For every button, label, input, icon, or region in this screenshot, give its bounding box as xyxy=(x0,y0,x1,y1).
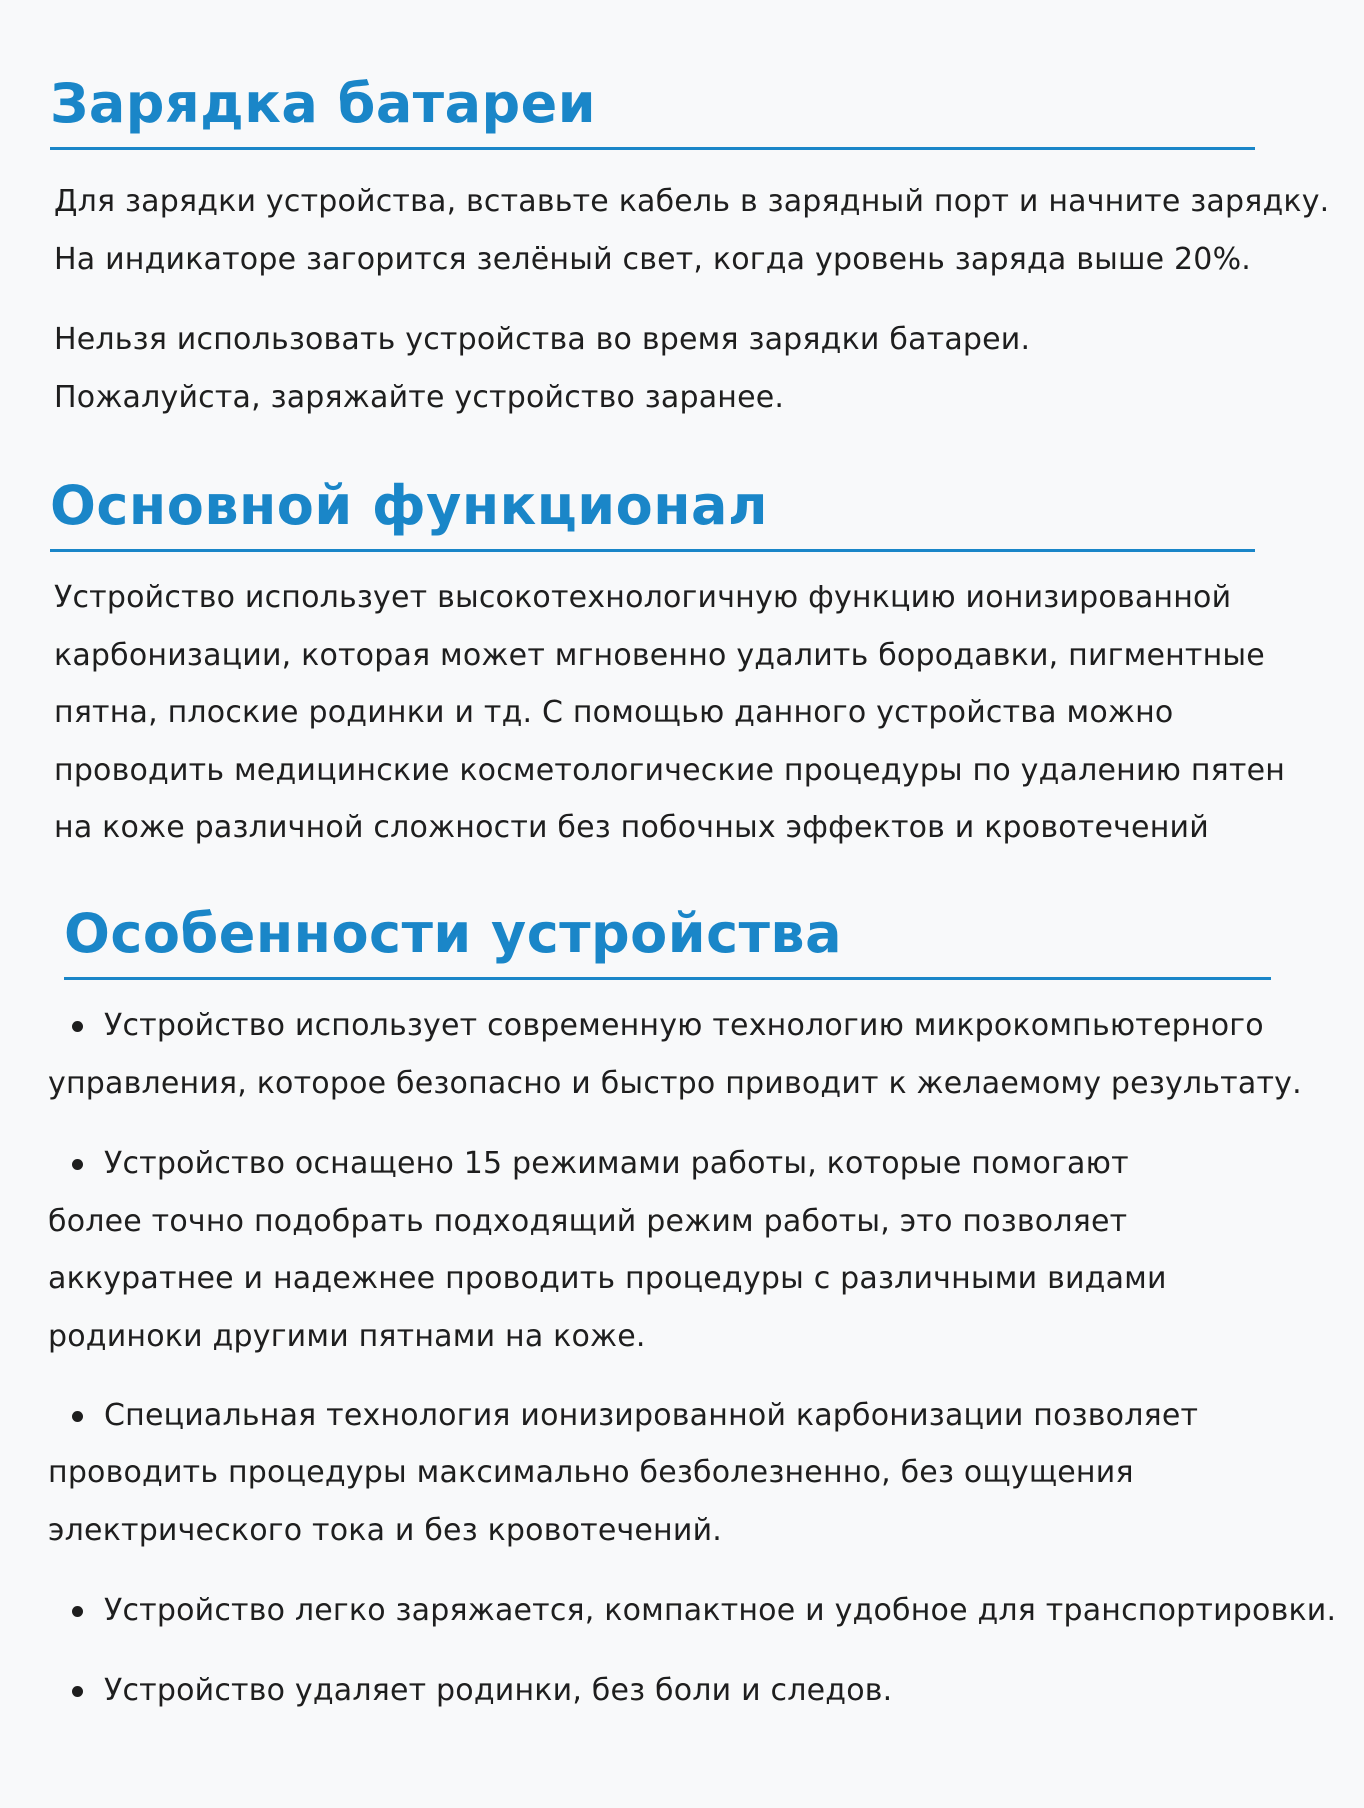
feature-item-line: Устройство легко заряжается, компактное и удобное для транспортировки. xyxy=(104,1593,1337,1628)
bullet-icon xyxy=(72,1606,83,1617)
battery-section-title: Зарядка батареи xyxy=(50,72,597,135)
features-section-title: Особенности устройства xyxy=(64,902,843,965)
feature-item-line: аккуратнее и надежнее проводить процедуры с различными видами xyxy=(48,1261,1167,1296)
battery-paragraph1-line: На индикаторе загорится зелёный свет, когда уровень заряда выше 20%. xyxy=(54,242,1252,277)
battery-paragraph1-line: Для зарядки устройства, вставьте кабель в зарядный порт и начните зарядку. xyxy=(54,184,1330,219)
bullet-icon xyxy=(72,1686,83,1697)
feature-item-line: электрического тока и без кровотечений. xyxy=(48,1513,722,1548)
bullet-icon xyxy=(72,1159,83,1170)
feature-item-line: управления, которое безопасно и быстро приводит к желаемому результату. xyxy=(48,1066,1302,1101)
bullet-icon xyxy=(72,1411,83,1422)
functionality-line: на коже различной сложности без побочных эффектов и кровотечений xyxy=(54,810,1209,845)
feature-item-line: Устройство удаляет родинки, без боли и следов. xyxy=(104,1673,893,1708)
battery-paragraph2-line: Нельзя использовать устройства во время зарядки батареи. xyxy=(54,322,1031,357)
functionality-section-title: Основной функционал xyxy=(50,474,769,537)
feature-item-line: Устройство оснащено 15 режимами работы, которые помогают xyxy=(104,1146,1129,1181)
features-section-divider xyxy=(64,977,1271,980)
feature-item-line: Специальная технология ионизированной карбонизации позволяет xyxy=(104,1398,1199,1433)
feature-item-line: более точно подобрать подходящий режим работы, это позволяет xyxy=(48,1204,1128,1239)
battery-section-divider xyxy=(50,147,1255,150)
functionality-line: карбонизации, которая может мгновенно удалить бородавки, пигментные xyxy=(54,638,1265,673)
battery-paragraph2-line: Пожалуйста, заряжайте устройство заранее. xyxy=(54,380,785,415)
bullet-icon xyxy=(72,1021,83,1032)
functionality-section-divider xyxy=(50,549,1255,552)
feature-item-line: проводить процедуры максимально безболезненно, без ощущения xyxy=(48,1455,1134,1490)
functionality-line: пятна, плоские родинки и тд. С помощью данного устройства можно xyxy=(54,695,1174,730)
feature-item-line: родиноки другими пятнами на коже. xyxy=(48,1319,646,1354)
functionality-line: проводить медицинские косметологические процедуры по удалению пятен xyxy=(54,753,1286,788)
feature-item-line: Устройство использует современную технологию микрокомпьютерного xyxy=(104,1008,1264,1043)
functionality-line: Устройство использует высокотехнологичную функцию ионизированной xyxy=(54,580,1232,615)
